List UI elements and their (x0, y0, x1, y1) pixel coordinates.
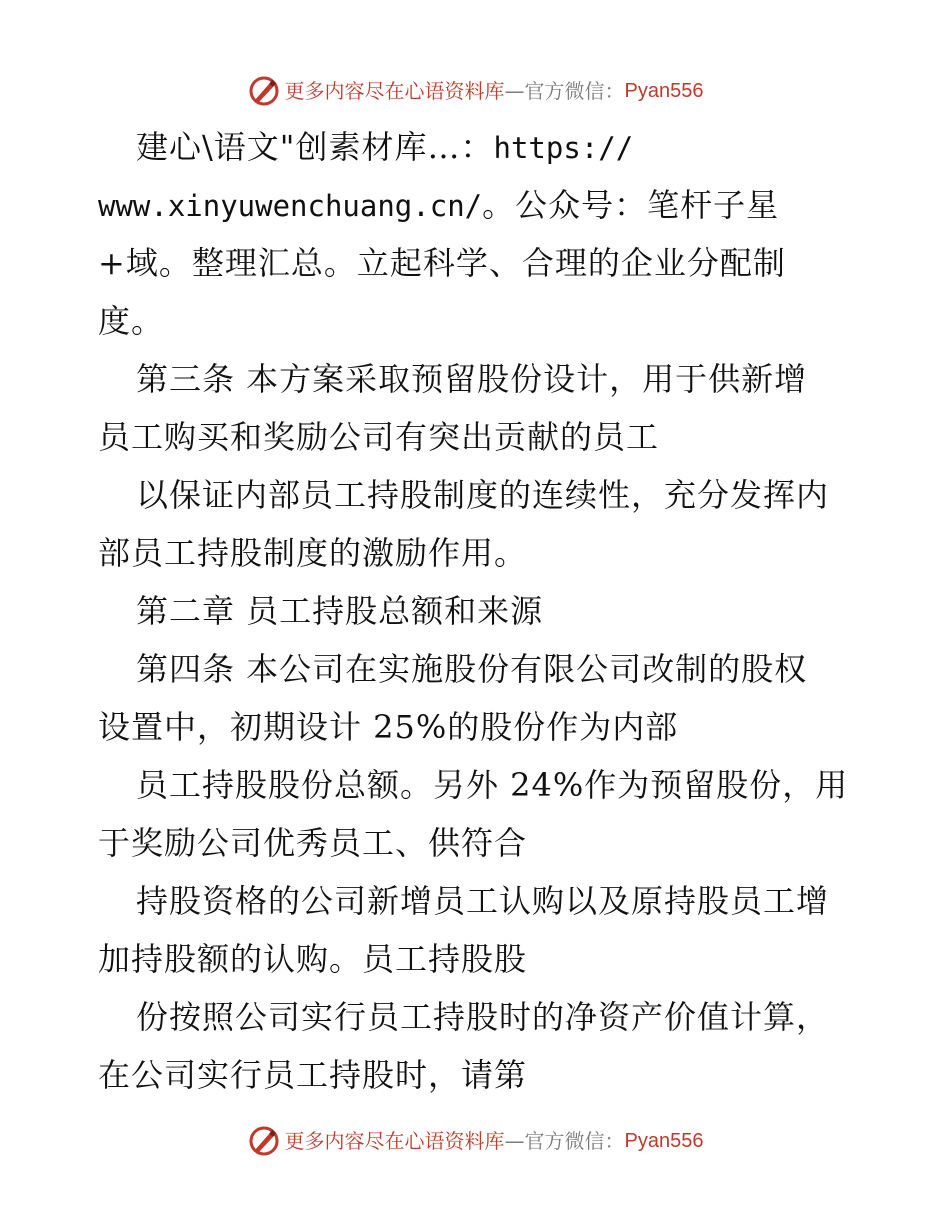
line-text: 以保证内部员工持股制度的连续性，充分发挥内 (136, 476, 830, 514)
chapter-heading (98, 582, 868, 640)
document-body (98, 118, 868, 1104)
text-line (98, 176, 868, 234)
text-line (98, 350, 868, 408)
line-text: 。公众号：笔杆子星 (482, 186, 780, 224)
line-url: https:// (493, 131, 634, 165)
line-text: 第四条 本公司在实施股份有限公司改制的股权 (136, 650, 808, 688)
line-text: 部员工持股制度的激励作用。 (98, 534, 528, 572)
text-line (98, 930, 868, 988)
line-text: 度。 (98, 302, 165, 340)
banner-main-text: 更多内容尽在心语资料库 (284, 79, 505, 103)
text-line (98, 292, 868, 350)
text-line (98, 234, 868, 292)
text-line (98, 698, 868, 756)
text-line (98, 872, 868, 930)
text-line (98, 118, 868, 176)
line-url: www.xinyuwenchuang.cn/ (98, 189, 483, 223)
line-text: 员工购买和奖励公司有突出贡献的员工 (98, 418, 660, 456)
text-line (98, 408, 868, 466)
banner-wechat-id: Pyan556 (624, 1130, 704, 1152)
line-text: 在公司实行员工持股时，请第 (98, 1056, 528, 1094)
line-text: 份按照公司实行员工持股时的净资产价值计算， (136, 998, 830, 1036)
text-line (98, 640, 868, 698)
text-line (98, 524, 868, 582)
line-text: 员工持股股份总额。另外 24%作为预留股份，用 (136, 766, 849, 804)
line-text: 设置中，初期设计 25%的股份作为内部 (98, 708, 679, 746)
line-text: 建心\语文"创素材库…： (136, 128, 494, 166)
pen-circle-icon (247, 1124, 281, 1158)
line-text: 于奖励公司优秀员工、供符合 (98, 824, 528, 862)
banner-main-text: 更多内容尽在心语资料库 (284, 1129, 505, 1153)
footer-banner (0, 1124, 950, 1158)
line-text: +域。整理汇总。立起科学、合理的企业分配制 (98, 244, 786, 282)
text-line (98, 756, 868, 814)
line-text: 加持股额的认购。员工持股股 (98, 940, 528, 978)
header-banner (0, 74, 950, 108)
text-line (98, 988, 868, 1046)
pen-circle-icon (247, 74, 281, 108)
banner-sep-text: —官方微信： (504, 79, 625, 103)
banner-sep-text: —官方微信： (504, 1129, 625, 1153)
banner-wechat-id: Pyan556 (624, 80, 704, 102)
text-line (98, 814, 868, 872)
line-text: 第三条 本方案采取预留股份设计，用于供新增 (136, 360, 808, 398)
line-text: 第二章 员工持股总额和来源 (136, 592, 544, 630)
text-line (98, 466, 868, 524)
text-line (98, 1046, 868, 1104)
line-text: 持股资格的公司新增员工认购以及原持股员工增 (136, 882, 830, 920)
